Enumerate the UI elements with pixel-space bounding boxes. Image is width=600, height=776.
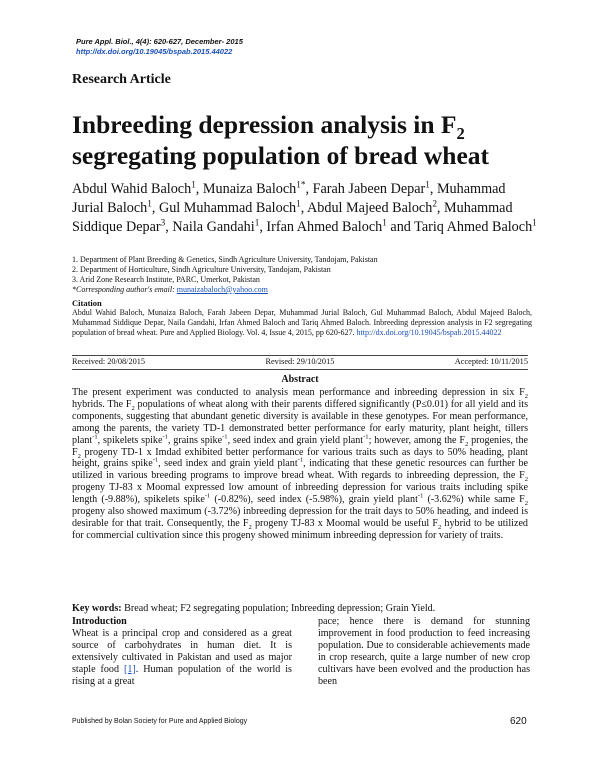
abstract-text: The present experiment was conducted to analysis mean performance and inbreeding depression in six $F_2$ hybrids. The $F_2$ populations of wheat along with their parents differed significantly (P≤0.01) for all yield and its components, suggesting that abundant genetic diversity is available in these genotypes. For mean performance, among the parents, the variety TD-1 demonstrated better performance for early maturity, plant height, tillers plant$^{-1}$, spikelets spike$^{-1}$, grains spike$^{-1}$, seed index and grain yield plant$^{-1}$; however, among the $F_2$ progenies, the $F_2$ progeny TD-1 x Imdad exhibited better performance for various traits such as days to 50% heading, plant height, grains spike$^{-1}$, seed index and grain yield plant$^{-1}$, indicating that these genetic resources can further be utilized in various breeding programs to improve bread wheat. With regards to inbreeding depression, the $F_2$ progeny TJ-83 x Moomal expressed low amount of inbreeding depression for various traits including spike length (-9.88%), spikelets spike$^{-1}$ (-0.82%), seed index (-5.98%), grain yield plant$^{-1}$ (-3.62%) while same $F_2$ progeny also showed maximum (-3.72%) inbreeding depression for the trait days to 50% heading, and indeed is desirable for that trait. Consequently, the $F_2$ progeny TJ-83 x Moomal would be useful $F_2$ hybrid to be utilized for commercial cultivation since this progeny showed minimum inbreeding depression for variety of traits.	[72, 387, 529, 541]
author-list: Abdul Wahid Baloch$^1$, Munaiza Baloch$^{1*}$, Farah Jabeen Depar$^1$, Muhammad Jurial Baloch$^1$, Gul Muhammad Baloch$^1$, Abdul Majeed Baloch$^2$, Muhammad Siddique Depar$^3$, Naila Gandahi$^1$, Irfan Ahmed Baloch$^1$ and Tariq Ahmed Baloch$^1$	[72, 179, 537, 235]
author-name: Muhammad Siddique Depar	[72, 200, 513, 235]
author-name: Abdul Wahid Baloch	[72, 181, 192, 197]
paper-title: Inbreeding depression analysis in $F_2$ segregating population of bread wheat	[72, 110, 490, 170]
date-accepted: Accepted: 10/11/2015	[454, 357, 528, 366]
author-affiliation-mark: 3	[160, 217, 166, 228]
footer-publisher: Published by Bolan Society for Pure and Applied Biology	[72, 718, 248, 725]
divider-top	[72, 355, 528, 356]
intro-column-right: pace; hence there is demand for stunning improvement in food production to feed increasing population. Due to considerable achievements made in crop research, quite a large number of new crop cultivars have been evolved and the production has been	[318, 616, 530, 687]
journal-citation: Pure Appl. Biol., 4(4): 620-627, December- 2015	[76, 37, 243, 46]
author-affiliation-mark: 1	[147, 198, 152, 209]
affiliation-1: 1. Department of Plant Breeding & Genetics, Sindh Agriculture University, Tandojam, Pakistan	[72, 255, 378, 264]
citation-block: Abdul Wahid Baloch, Munaiza Baloch, Farah Jabeen Depar, Muhammad Jurial Baloch, Gul Muhammad Baloch, Abdul Majeed Baloch, Muhammad Siddique Depar, Naila Gandahi, Irfan Ahmed Baloch and Tariq Ahmed Baloch. Inbreeding depression analysis in F2 segregating population of bread wheat. Pure and Applied Biology. Vol. 4, Issue 4, 2015, pp 620-627. http://dx.doi.org/10.19045/bspab.2015.44022	[72, 308, 532, 337]
page-number: 620	[510, 716, 527, 727]
affiliations	[72, 255, 542, 295]
author-affiliation-mark: 2	[432, 198, 437, 209]
author-affiliation-mark: 1	[425, 179, 430, 190]
author-affiliation-mark: 1	[296, 198, 301, 209]
date-revised: Revised: 29/10/2015	[265, 357, 335, 366]
author-name: Munaiza Baloch	[202, 181, 297, 197]
divider-bottom	[72, 369, 528, 370]
author-affiliation-mark: 1	[382, 217, 387, 228]
author-name: Farah Jabeen Depar	[312, 181, 426, 197]
affiliation-2: 2. Department of Horticulture, Sindh Agriculture University, Tandojam, Pakistan	[72, 265, 331, 274]
citation-heading: Citation	[72, 298, 102, 308]
email-link[interactable]: munaizabaloch@yahoo.com	[176, 285, 268, 294]
author-name: Tariq Ahmed Baloch	[414, 219, 533, 235]
author-name: Irfan Ahmed Baloch	[266, 219, 383, 235]
citation-doi-link[interactable]: http://dx.doi.org/10.19045/bspab.2015.44022	[356, 328, 502, 337]
author-name: Naila Gandahi	[172, 219, 255, 235]
affiliation-3: 3. Arid Zone Research Institute, PARC, Umerkot, Pakistan	[72, 275, 260, 284]
author-name: Muhammad Jurial Baloch	[72, 181, 506, 216]
article-type: Research Article	[72, 72, 171, 87]
author-affiliation-mark: 1	[191, 179, 196, 190]
author-name: Gul Muhammad Baloch	[158, 200, 297, 216]
abstract-heading: Abstract	[281, 374, 319, 385]
intro-column-left: Introduction Wheat is a principal crop and considered as a great source of carbohydrates in human diet. It is extensively cultivated in Pakistan and used as major staple food [1]. Human population of the world is rising at a great	[72, 616, 292, 687]
author-affiliation-mark: 1	[532, 217, 537, 228]
author-name: Abdul Majeed Baloch	[307, 200, 433, 216]
introduction-heading: Introduction	[72, 616, 127, 627]
date-received: Received: 20/08/2015	[72, 357, 146, 366]
journal-header	[76, 37, 243, 57]
author-affiliation-mark: 1	[254, 217, 260, 228]
journal-doi-link[interactable]: http://dx.doi.org/10.19045/bspab.2015.44022	[76, 47, 233, 56]
corresponding-author: *Corresponding author's email: munaizabaloch@yahoo.com	[72, 285, 268, 294]
keywords: Key words: Bread wheat; F2 segregating population; Inbreeding depression; Grain Yield.	[72, 603, 436, 614]
reference-link[interactable]: [1]	[123, 663, 136, 675]
author-affiliation-mark: 1*	[296, 179, 306, 190]
article-dates	[72, 357, 528, 366]
